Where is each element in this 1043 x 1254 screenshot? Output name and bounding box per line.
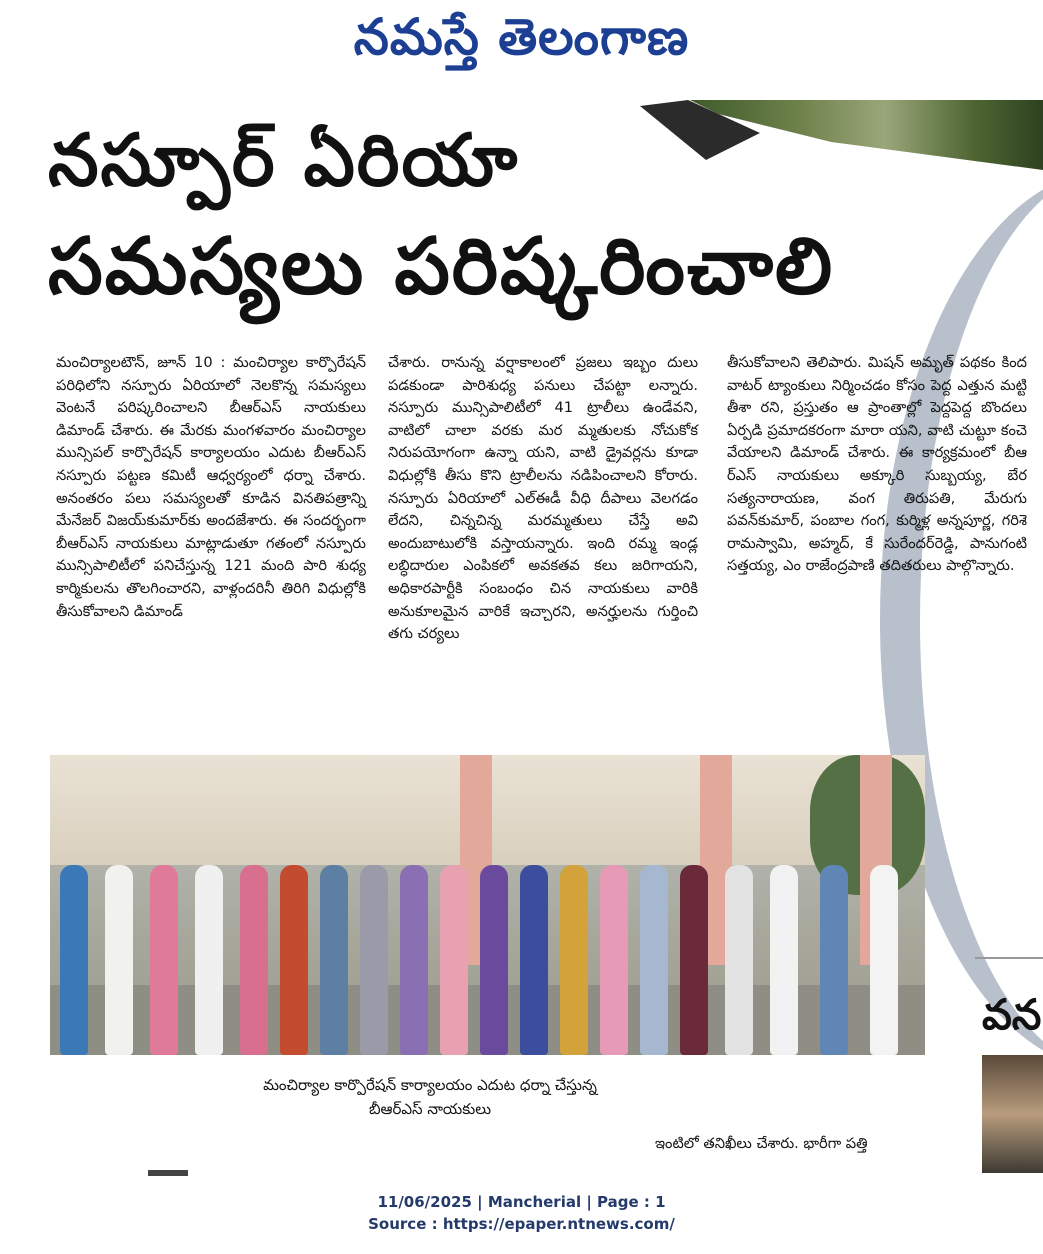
article-column-3: తీసుకోవాలని తెలిపారు. మిషన్ అమృత్ పథకం కింద వాటర్ ట్యాంకులు నిర్మించడం కోసం పెద్ద ఎత్తున మట్టి తీశా రని, ప్రస్తుతం ఆ ప్రాంతాల్లో పెద్దపెద్ద బొందలు ఏర్పడి ప్రమాదకరంగా మారా యని, వాటి చుట్టూ కంచె వేయాలని డిమాండ్ చేశారు. ఈ కార్యక్రమంలో బీఆ ర్ఎస్ నాయకులు అక్కూరి సుబ్బయ్య, బేర సత్యనారాయణ, వంగ తిరుపతి, మేరుగు పవన్‌కుమార్, పంబాల గంగ, కుర్మిళ్ల అన్నపూర్ణ, గరిశె రామస్వామి, అహ్మద్, కే సురేందర్‌రెడ్డి, పానుగంటి సత్తయ్య, ఎం రాజేంద్రపాణి తదితరులు పాల్గొన్నారు. (727, 354, 1027, 575)
photo-person (320, 865, 348, 1055)
photo-person (105, 865, 133, 1055)
photo-person (195, 865, 223, 1055)
headline-line-1: నస్పూర్ ఏరియా (48, 118, 520, 202)
article-column-1: మంచిర్యాలటౌన్, జూన్ 10 : మంచిర్యాల కార్పొరేషన్ పరిధిలోని నస్పూరు ఏరియాలో నెలకొన్న సమస్యలు వెంటనే పరిష్కరించాలని బీఆర్ఎస్ నాయకులు డిమాండ్ చేశారు. ఈ మేరకు మంగళవారం మంచిర్యాల మున్సిపల్ కార్పొరేషన్ కార్యాలయం ఎదుట బీఆర్ఎస్ నస్పూరు పట్టణ కమిటీ ఆధ్వర్యంలో ధర్నా చేశారు. అనంతరం పలు సమస్యలతో కూడిన వినతిపత్రాన్ని మేనేజర్ విజయ్‌కుమార్‌కు అందజేశారు. ఈ సందర్భంగా బీఆర్ఎస్ నాయకులు మాట్లాడుతూ గతంలో నస్పూరు మున్సిపాలిటీలో పనిచేస్తున్న 121 మంది పారి శుధ్య కార్మికులను తొలగించారని, వాళ్లందరినీ తిరిగి విధుల్లోకి తీసుకోవాలని డిమాండ్ (56, 354, 366, 620)
photo-person (60, 865, 88, 1055)
photo-person (520, 865, 548, 1055)
photo-caption-line-1: మంచిర్యాల కార్పొరేషన్ కార్యాలయం ఎదుట ధర్నా చేస్తున్న (263, 1076, 597, 1094)
cut-off-text-fragment (148, 1170, 188, 1176)
footer-source: Source : https://epaper.ntnews.com/ (368, 1215, 675, 1233)
next-article-snippet: ఇంటిలో తనిఖీలు చేశారు. భారీగా పత్తి (655, 1135, 868, 1152)
photo-person (360, 865, 388, 1055)
photo-person (770, 865, 798, 1055)
photo-person (280, 865, 308, 1055)
photo-person (680, 865, 708, 1055)
photo-person (560, 865, 588, 1055)
photo-person (400, 865, 428, 1055)
photo-person (725, 865, 753, 1055)
photo-person (600, 865, 628, 1055)
photo-person (440, 865, 468, 1055)
photo-person (870, 865, 898, 1055)
photo-person (480, 865, 508, 1055)
side-article-rule (975, 957, 1043, 959)
photo-person (640, 865, 668, 1055)
photo-caption-line-2: బీఆర్ఎస్ నాయకులు (368, 1100, 492, 1118)
article-column-2: చేశారు. రానున్న వర్షాకాలంలో ప్రజలు ఇబ్బం దులు పడకుండా పారిశుధ్య పనులు చేపట్టా లన్నారు. నస్పూరు మున్సిపాలిటీలో 41 ట్రాలీలు ఉండేవని, వాటిలో చాలా వరకు మర మ్మతులకు నోచుకోక నిరుపయోగంగా ఉన్నా యని, వాటి డ్రైవర్లను కూడా విధుల్లోకి తీసు కొని ట్రాలీలను నడిపించాలని కోరారు. నస్పూరు ఏరియాలో ఎల్‌ఈడీ వీధి దీపాలు వెలగడం లేదని, చిన్నచిన్న మరమ్మతులు చేస్తే అవి అందుబాటులోకి వస్తాయన్నారు. ఇంది రమ్మ ఇండ్ల లబ్ధిదారుల ఎంపికలో అవకతవ కలు జరిగాయని, అధికారపార్టీకి సంబంధం చిన నాయకులు వారికి అనుకూలమైన వారికే ఇచ్చారని, అనర్హులను గుర్తించి తగు చర్యలు (388, 354, 698, 643)
photo-person (150, 865, 178, 1055)
photo-person (240, 865, 268, 1055)
photo-caption (150, 1073, 710, 1121)
side-article-headline: వన (982, 990, 1042, 1039)
side-article-photo (982, 1055, 1043, 1173)
photo-person (820, 865, 848, 1055)
page-footer (0, 1191, 1043, 1235)
footer-date-edition-page: 11/06/2025 | Mancherial | Page : 1 (377, 1193, 666, 1211)
headline-line-2: సమస్యలు పరిష్కరించాలి (48, 222, 835, 312)
protest-group-photo (50, 755, 925, 1055)
newspaper-masthead: నమస్తే తెలంగాణ (353, 8, 690, 66)
